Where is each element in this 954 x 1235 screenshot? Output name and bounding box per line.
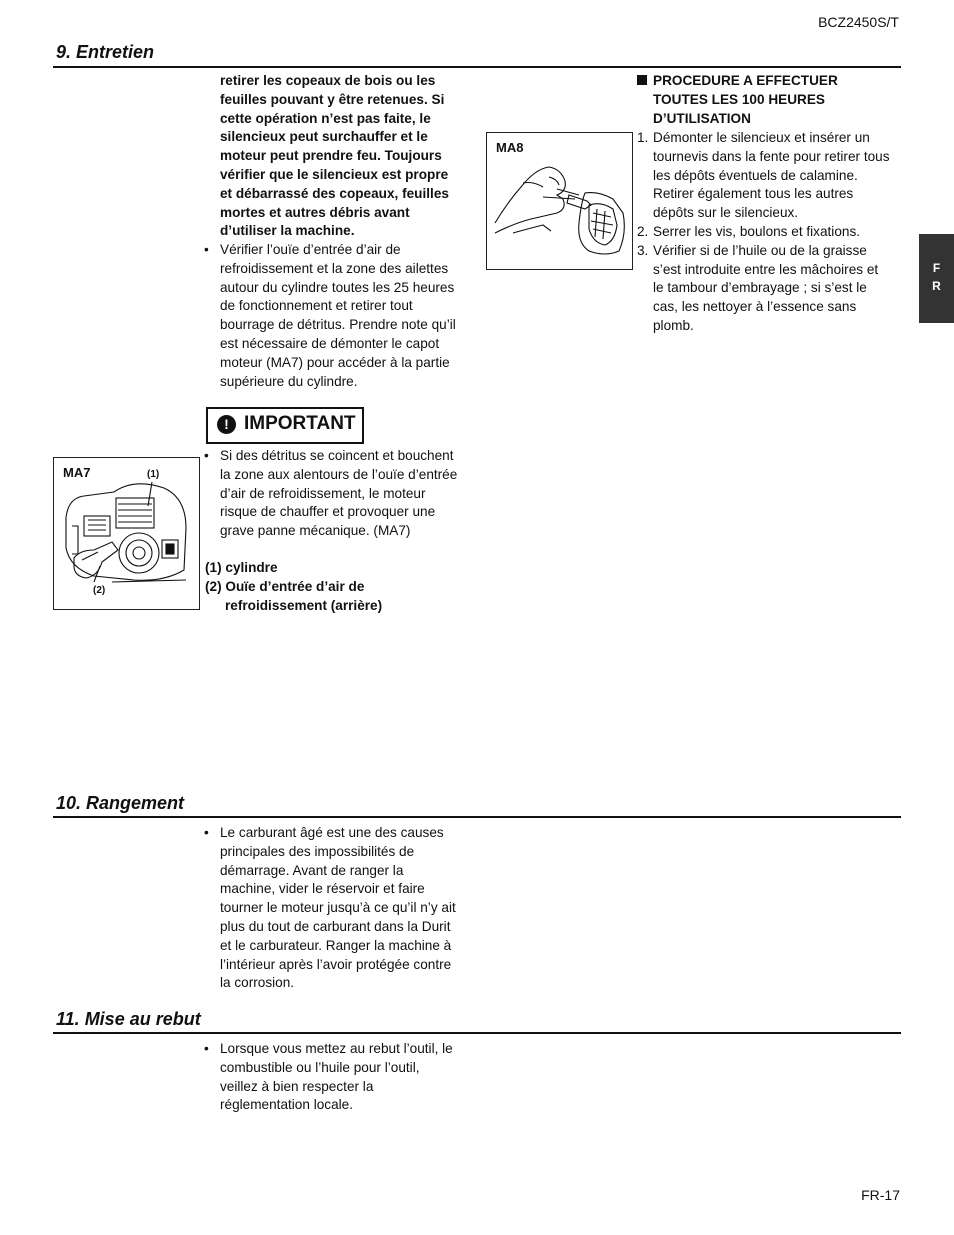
text-line: vérifier que le silencieux est propre [220,166,449,182]
text-line: machine, vider le réservoir et faire [220,881,425,897]
text-line: s’est introduite entre les mâchoires et [653,261,879,277]
disposal-bullet-list [204,1040,479,1115]
legend-item: (2) Ouïe d’entrée d’air de [205,578,365,594]
text-line: principales des impossibilités de [220,843,415,859]
text-line: refroidissement et la zone des ailettes [220,260,449,276]
language-tab-line1: F [932,261,941,275]
text-line: D’UTILISATION [653,110,751,126]
text-line: moteur (MA7) pour accéder à la partie [220,354,450,370]
important-notice [206,407,364,444]
text-line: combustible ou l’huile pour l’outil, [220,1059,420,1075]
page-number: FR-17 [861,1187,900,1203]
exclamation-icon: ! [217,415,236,434]
section-10-rule [53,816,901,818]
text-line: dépôts sur le silencieux. [653,205,799,221]
text-line: veillez à bien respecter la [220,1078,374,1094]
figure-label: MA7 [63,465,91,480]
procedure-steps [637,129,902,336]
language-tab-line2: R [932,279,941,293]
text-line: plus du tout de carburant dans la Durit [220,918,451,934]
legend-item: (1) cylindre [205,560,278,575]
text-line: risque de chauffer et provoquer une [220,504,436,520]
text-line: plomb. [653,317,694,333]
section-11-title: 11. Mise au rebut [56,1009,201,1029]
section-9-title: 9. Entretien [56,42,155,62]
callout-1: (1) [147,469,160,480]
heading-line-1 [637,72,892,91]
figure-legend [205,559,475,615]
cooling-bullet-list [204,241,479,391]
list-item [204,1040,479,1115]
list-item [204,824,479,993]
figure-label: MA8 [496,140,524,155]
text-line: Démonter le silencieux et insérer un [653,130,870,145]
text-line: et débarrassé des copeaux, feuilles [220,185,449,201]
text-line: Serrer les vis, boulons et fixations. [653,223,861,239]
figure-ma8 [486,132,633,270]
text-line: grave panne mécanique. (MA7) [220,523,411,539]
text-line: PROCEDURE A EFFECTUER [653,73,838,88]
muffler-cleaning-illustration [487,133,632,269]
model-number: BCZ2450S/T [818,14,899,30]
text-line: • Si des détritus se coincent et bouchent [220,448,454,463]
storage-bullet-list [204,824,479,993]
text-line: cette opération n’est pas faite, le [220,110,431,126]
text-line: • Lorsque vous mettez au rebut l’outil, le [220,1041,453,1056]
text-line: autour du cylindre toutes les 25 heures [220,279,455,295]
callout-2: (2) [93,585,106,596]
step-number: 3. [637,242,649,258]
text-line: moteur peut prendre feu. Toujours [220,148,442,164]
text-line: tourner le moteur jusqu’à ce qu’il n’y ait [220,900,456,916]
text-line: est nécessaire de démonter le capot [220,335,440,351]
section-9-rule [53,66,901,68]
debris-bullet-list [204,447,479,541]
text-line: cas, les nettoyer à l’essence sans [653,299,857,315]
text-line: supérieure du cylindre. [220,373,358,389]
text-line: tournevis dans la fente pour retirer tous [653,148,890,164]
text-line: de fonctionnement et retirer tout [220,298,413,314]
text-line: Vérifier si de l’huile ou de la graisse [653,242,867,258]
step-number: 1. [637,130,649,145]
important-label: IMPORTANT [244,413,356,434]
list-item [204,241,479,391]
square-bullet-icon [637,75,647,85]
text-line: le tambour d’embrayage ; si s’est le [653,280,867,296]
language-tab [919,234,954,323]
text-line: réglementation locale. [220,1097,353,1113]
step-item [637,223,902,242]
legend-item: refroidissement (arrière) [225,597,383,613]
text-line: et le carburateur. Ranger la machine à [220,937,452,953]
text-line: • Vérifier l’ouïe d’entrée d’air de [220,242,401,257]
engine-illustration [54,458,199,609]
text-line: feuilles pouvant y être retenues. Si [220,91,445,107]
text-line: la zone aux alentours de l’ouïe d’entrée [220,466,458,482]
text-line: retirer les copeaux de bois ou les [220,73,436,88]
text-line: l’intérieur après l’avoir protégée contre [220,956,452,972]
text-line: Retirer également tous les autres [653,186,854,202]
text-line: d’utiliser la machine. [220,223,355,239]
figure-ma7 [53,457,200,610]
step-item [637,129,902,223]
text-line: TOUTES LES 100 HEURES [653,91,825,107]
procedure-heading [637,72,892,128]
section-11-rule [53,1032,901,1034]
text-line: mortes et autres débris avant [220,204,410,220]
step-number: 2. [637,223,649,239]
section-10-title: 10. Rangement [56,793,185,813]
text-line: d’air de refroidissement, le moteur [220,485,426,501]
step-item [637,242,902,336]
text-line: démarrage. Avant de ranger la [220,862,404,878]
text-line: silencieux peut surchauffer et le [220,129,428,145]
text-line: les dépôts éventuels de calamine. [653,167,858,183]
warning-paragraph [220,72,480,241]
list-item [204,447,479,541]
text-line: bourrage de détritus. Prendre note qu’il [220,317,456,333]
text-line: • Le carburant âgé est une des causes [220,825,444,840]
text-line: la corrosion. [220,975,295,991]
